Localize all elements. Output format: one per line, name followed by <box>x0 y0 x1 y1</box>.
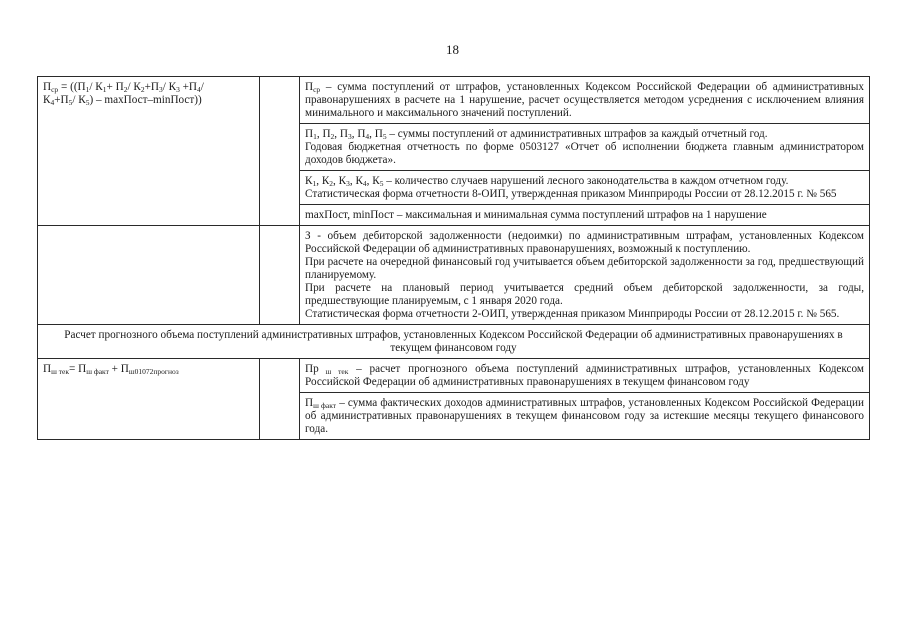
table-row <box>38 226 870 325</box>
definition-max-min: maxПост, minПост – максимальная и минимальная сумма поступлений штрафов на 1 нарушение <box>305 209 767 221</box>
formula-average: $П_{ср} = ((П_1/$ $К_1+ П_2/$ $К_2+П_3/$ $К_3 +П_4/$ $К_4+П_5/$ $К_5$) – maxПост–minПост)) <box>43 81 204 107</box>
table-row <box>38 325 870 359</box>
definition-source: Годовая бюджетная отчетность по форме 0503127 «Отчет об исполнении бюджета главным администратором доходов бюджета». <box>305 141 864 166</box>
spacer-cell <box>260 226 300 325</box>
table-row <box>38 77 870 124</box>
spacer-cell <box>260 359 300 440</box>
definition-p-sr: $П_{ср}$ – сумма поступлений от штрафов, установленных Кодексом Российской Федерации об административных правонарушениях в расчете на 1 нарушение, расчет осуществляется методом усреднения с исключением влияния минимального и максимального значений поступлений. <box>305 81 864 119</box>
definition-cell <box>300 124 870 171</box>
table-row <box>38 359 870 393</box>
methodology-table <box>37 76 870 440</box>
definition-source: Статистическая форма отчетности 8-ОИП, утвержденная приказом Минприроды России от 28.12.2015 г. № 565 <box>305 188 837 200</box>
definition-p-values: $П_1$, $П_2$, $П_3$, $П_4$, $П_5$ – суммы поступлений от административных штрафов за каждый отчетный год. <box>305 128 768 141</box>
spacer-cell <box>260 77 300 226</box>
definition-cell <box>300 226 870 325</box>
definition-cell <box>300 77 870 124</box>
section-header: Расчет прогнозного объема поступлений административных штрафов, установленных Кодексом Российской Федерации об административных правонарушениях в текущем финансовом году <box>38 325 870 359</box>
formula-cell <box>38 77 260 226</box>
formula-cell <box>38 226 260 325</box>
definition-cell <box>300 393 870 440</box>
definition-paragraph: При расчете на плановый период учитывается средний объем дебиторской задолженности, за годы, предшествующие планируемым, с 1 января 2020 года. <box>305 282 864 307</box>
definition-paragraph: При расчете на очередной финансовый год учитывается объем дебиторской задолженности за год, предшествующий планируемому. <box>305 256 864 281</box>
definition-cell <box>300 205 870 226</box>
definition-source: Статистическая форма отчетности 2-ОИП, утвержденная приказом Минприроды России от 28.12.2015 г. № 565. <box>305 308 840 320</box>
definition-p-sh-fakt: $П_{ш факт}$ – сумма фактических доходов административных штрафов, установленных Кодексом Российской Федерации об административных правонарушениях в текущем финансовом году за истекшие месяцы текущего финансового года. <box>305 397 864 435</box>
formula-current-year: $П_{ш тек}= П_{ш факт} + П_{ш01072прогноз}$ <box>43 363 179 376</box>
definition-z: З - объем дебиторской задолженности (недоимки) по административным штрафам, установленных Кодексом Российской Федерации об административных правонарушениях, возможный к поступлению. <box>305 230 864 255</box>
page-number: 18 <box>446 42 459 57</box>
formula-cell <box>38 359 260 440</box>
definition-pr-sh-tek: Пр $_{ш тек}$ – расчет прогнозного объема поступлений административных штрафов, установленных Кодексом Российской Федерации об административных правонарушениях в текущем финансовом году <box>305 363 864 388</box>
definition-cell <box>300 171 870 205</box>
definition-cell <box>300 359 870 393</box>
definition-k-values: $К_1$, $К_2$, $К_3$, $К_4$, $К_5$ – количество случаев нарушений лесного законодательства в каждом отчетном году. <box>305 175 789 188</box>
